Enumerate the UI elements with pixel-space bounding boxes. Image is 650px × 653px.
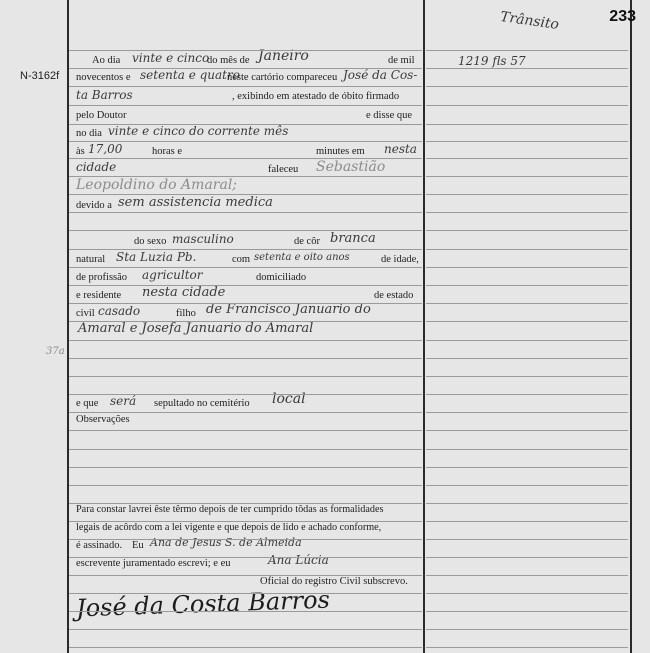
label-doutor: pelo Doutor: [76, 110, 127, 121]
ruled-line-right: [426, 230, 628, 231]
label-de-mil: de mil: [388, 55, 415, 66]
place-value-b: cidade: [76, 160, 117, 174]
official-signature: Ana Lúcia: [268, 553, 329, 567]
closing-line-5: Oficial do registro Civil subscrevo.: [260, 576, 408, 587]
ruled-line: [69, 303, 422, 304]
ruled-line: [69, 141, 422, 142]
ruled-line-right: [426, 68, 628, 69]
cause-value: sem assistencia medica: [118, 195, 273, 210]
ruled-line-right: [426, 303, 628, 304]
ruled-line-right: [426, 503, 628, 504]
label-devido-a: devido a: [76, 200, 112, 211]
label-e-que: e que: [76, 398, 99, 409]
declarant-signature: José da Costa Barros: [75, 585, 331, 623]
label-no-dia: no dia: [76, 128, 102, 139]
ruled-line: [69, 629, 422, 630]
label-domiciliado: domiciliado: [256, 272, 307, 283]
ruled-line-right: [426, 611, 628, 612]
sex-value: masculino: [172, 232, 234, 246]
ruled-line: [69, 212, 422, 213]
ruled-line: [69, 611, 422, 612]
label-sepultado: sepultado no cemitério: [154, 398, 250, 409]
ruled-line-right: [426, 86, 628, 87]
label-com: com: [232, 254, 251, 265]
declarant-name-a: José da Cos-: [343, 68, 418, 82]
ruled-line-right: [426, 105, 628, 106]
ruled-line-right: [426, 50, 628, 51]
ruled-line-right: [426, 358, 628, 359]
label-sexo: do sexo: [134, 236, 167, 247]
profession-value: agricultor: [142, 268, 203, 282]
closing-line-1: Para constar lavrei êste têrmo depois de ter cumprido tôdas as formalidades: [76, 504, 384, 515]
ruled-line: [69, 86, 422, 87]
ruled-line-right: [426, 485, 628, 486]
color-value: branca: [330, 231, 376, 246]
label-as: às: [76, 146, 85, 157]
residence-value: nesta cidade: [142, 285, 226, 300]
label-horas: horas e: [152, 146, 183, 157]
label-estado: de estado: [374, 290, 414, 301]
birthplace-value: Sta Luzia Pb.: [116, 250, 197, 264]
ruled-line: [69, 50, 422, 51]
ruled-line: [69, 124, 422, 125]
header-note: Trânsito: [499, 8, 560, 34]
ruled-line-right: [426, 141, 628, 142]
label-cor: de côr: [294, 236, 320, 247]
label-month: do mês de: [207, 55, 250, 66]
ruled-line: [69, 412, 422, 413]
ruled-line: [69, 285, 422, 286]
ruled-line-right: [426, 158, 628, 159]
ruled-line: [69, 194, 422, 195]
marginal-note: 37a: [46, 346, 65, 357]
ruled-line-right: [426, 412, 628, 413]
month-value: Janeiro: [258, 48, 309, 64]
registry-number: N-3162f: [20, 70, 60, 82]
column-divider-line: [423, 0, 425, 653]
right-edge-line: [630, 0, 632, 653]
cemetery-value: local: [272, 391, 306, 407]
label-de-idade: de idade,: [381, 254, 419, 265]
ruled-line-right: [426, 394, 628, 395]
label-disse-que: e disse que: [366, 110, 413, 121]
label-novecentos: novecentos e: [76, 72, 131, 83]
ruled-line: [69, 68, 422, 69]
ruled-line: [69, 340, 422, 341]
clerk-name-value: Ana de Jesus S. de Almeida: [150, 536, 302, 549]
ruled-line: [69, 503, 422, 504]
ruled-line: [69, 249, 422, 250]
ruled-line-right: [426, 340, 628, 341]
ruled-line-right: [426, 267, 628, 268]
ruled-line: [69, 430, 422, 431]
ruled-line-right: [426, 285, 628, 286]
ruled-line-right: [426, 539, 628, 540]
ruled-line: [69, 593, 422, 594]
ruled-line-right: [426, 449, 628, 450]
ruled-line-right: [426, 212, 628, 213]
ruled-line-right: [426, 124, 628, 125]
reference-note: 1219 fls 57: [458, 54, 526, 68]
label-ao-dia: Ao dia: [92, 55, 121, 66]
label-observacoes: Observações: [76, 414, 130, 425]
label-exibindo: , exibindo em atestado de óbito firmado: [232, 91, 400, 102]
ruled-line: [69, 267, 422, 268]
page-number: 233: [609, 8, 636, 25]
label-filho: filho: [176, 308, 196, 319]
label-profissao: de profissão: [76, 272, 128, 283]
ruled-line-right: [426, 521, 628, 522]
ruled-line: [69, 647, 422, 648]
ruled-line-right: [426, 176, 628, 177]
ruled-line-right: [426, 321, 628, 322]
parents-value-a: de Francisco Januario do: [206, 302, 371, 317]
ruled-line: [69, 158, 422, 159]
closing-line-4: escrevente juramentado escrevi; e eu: [76, 558, 231, 569]
ruled-line-right: [426, 194, 628, 195]
ruled-line: [69, 176, 422, 177]
ruled-line: [69, 467, 422, 468]
ruled-line: [69, 321, 422, 322]
marital-status-value: casado: [98, 304, 141, 318]
ruled-line: [69, 105, 422, 106]
ruled-line: [69, 575, 422, 576]
ruled-line-right: [426, 249, 628, 250]
ruled-line: [69, 539, 422, 540]
ruled-line-right: [426, 430, 628, 431]
place-value-a: nesta: [384, 142, 417, 156]
ruled-line: [69, 358, 422, 359]
deceased-name-a: Sebastião: [316, 159, 386, 175]
death-date-value: vinte e cinco do corrente mês: [108, 124, 289, 138]
day-value: vinte e cinco: [132, 51, 210, 65]
hour-value: 17,00: [88, 142, 123, 156]
parents-value-b: Amaral e Josefa Januario do Amaral: [78, 321, 314, 336]
ruled-line-right: [426, 575, 628, 576]
closing-line-2: legais de acôrdo com a lei vigente e que depois de lido e achado conforme,: [76, 522, 382, 533]
ruled-line-right: [426, 593, 628, 594]
age-value: setenta e oito anos: [254, 252, 350, 263]
ruled-line: [69, 557, 422, 558]
ruled-line: [69, 485, 422, 486]
ruled-line: [69, 449, 422, 450]
ruled-line-right: [426, 647, 628, 648]
label-faleceu: faleceu: [268, 164, 299, 175]
label-civil: civil: [76, 308, 95, 319]
declarant-name-b: ta Barros: [76, 88, 133, 102]
ruled-line: [69, 394, 422, 395]
ruled-line: [69, 521, 422, 522]
burial-verb-value: será: [110, 394, 137, 408]
ruled-line-right: [426, 376, 628, 377]
deceased-name-b: Leopoldino do Amaral;: [76, 177, 238, 193]
label-natural: natural: [76, 254, 106, 265]
label-residente: e residente: [76, 290, 122, 301]
label-compareceu: neste cartório compareceu: [227, 72, 338, 83]
ruled-line: [69, 376, 422, 377]
label-minutes: minutes em: [316, 146, 365, 157]
ruled-line-right: [426, 467, 628, 468]
closing-line-3a: é assinado.: [76, 540, 123, 551]
ruled-line: [69, 230, 422, 231]
year-value: setenta e quatro: [140, 68, 240, 82]
ruled-line-right: [426, 557, 628, 558]
ruled-line-right: [426, 629, 628, 630]
left-margin-line: [67, 0, 69, 653]
closing-line-3b: Eu: [132, 540, 144, 551]
